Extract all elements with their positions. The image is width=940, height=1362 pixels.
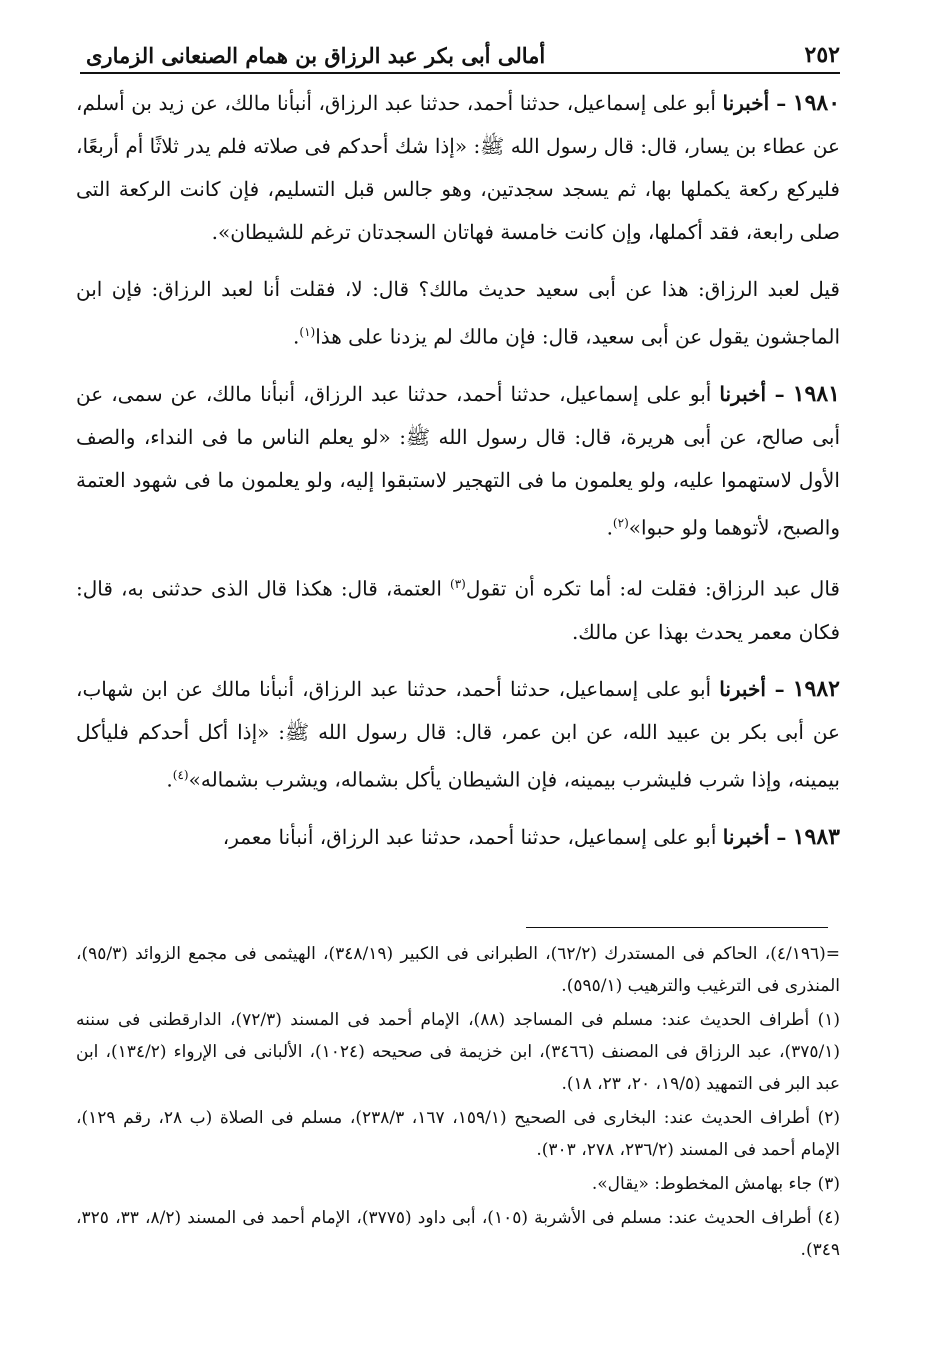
hadith-text: أبو على إسماعيل، حدثنا أحمد، حدثنا عبد الرزاق، أنبأنا مالك، عن زيد بن أسلم، عن عطاء بن يسار، قال: قال رسول الله ﷺ: «إذا شك أحدكم فى صلاته فلم يدر ثلاثًا أم أربعًا، فليركع ركعة يكملها بها، ثم يسجد سجدتين، وهو جالس قبل التسليم، فإن كانت الركعة التى صلى رابعة، فقد أكملها، وإن كانت خامسة فهاتان السجدتان ترغم للشيطان». [76,91,840,244]
note-text-b: العتمة، قال: هكذا قال الذى حدثنى به، قال: فكان معمر يحدث بهذا عن مالك. [76,576,840,644]
footnote-ref: (٢) [612,515,629,530]
hadith-1980: ١٩٨٠ – أخبرنا أبو على إسماعيل، حدثنا أحمد، حدثنا عبد الرزاق، أنبأنا مالك، عن زيد بن أسلم، عن عطاء بن يسار، قال: قال رسول الله ﷺ: «إذا شك أحدكم فى صلاته فلم يدر ثلاثًا أم أربعًا، فليركع ركعة يكملها بها، ثم يسجد سجدتين، وهو جالس قبل التسليم، فإن كانت الركعة التى صلى رابعة، فقد أكملها، وإن كانت خامسة فهاتان السجدتان ترغم للشيطان». [76,90,841,244]
footnote-ref: (١) [299,325,316,339]
footnote-4: (٤) أطراف الحديث عند: مسلم فى الأشربة (١٠٥)، أبى داود (٣٧٧٥)، الإمام أحمد فى المسند (٨/٢، ٣٣، ٣٢٥، ٣٤٩). [76,1208,841,1260]
hadith-1982: ١٩٨٢ – أخبرنا أبو على إسماعيل، حدثنا أحمد، حدثنا عبد الرزاق، أنبأنا مالك عن ابن شهاب، عن أبى بكر بن عبيد الله، عن ابن عمر، قال: قال رسول الله ﷺ: «إذا أكل أحدكم فليأكل بيمينه، وإذا شرب فليشرب بيمينه، فإن الشيطان يأكل بشماله، ويشرب بشماله»$^{(٤)}$. [76,675,840,792]
note-text-a: قال عبد الرزاق: فقلت له: أما تكره أن تقول [465,576,840,601]
footnote-ref: (٣) [450,577,466,592]
hadith-lead: أخبرنا [722,91,770,115]
footnote-divider [526,927,828,928]
hadith-lead: أخبرنا [719,381,767,406]
hadith-text: أبو على إسماعيل، حدثنا أحمد، حدثنا عبد الرزاق، أنبأنا معمر، [222,824,717,849]
hadith-text: أبو على إسماعيل، حدثنا أحمد، حدثنا عبد الرزاق، أنبأنا مالك، عن سمى، عن أبى صالح، عن أبى هريرة، قال: قال رسول الله ﷺ: «لو يعلم الناس ما فى النداء، والصف الأول لاستهموا عليه، ولو يعلمون ما فى التهجير لاستبقوا إليه، ولو يعلمون ما فى شهود العتمة والصبح، لأتوهما ولو حبوا» [76,381,840,540]
footnote-2: (٢) أطراف الحديث عند: البخارى فى الصحيح (١٥٩/١، ١٦٧، ٢٣٨/٣)، مسلم فى الصلاة (ب ٢٨، رقم ١٢٩)، الإمام أحمد فى المسند (٢٣٦/٢، ٢٧٨، ٣٠٣). [76,1108,840,1160]
footnotes [76,938,840,1268]
hadith-text: أبو على إسماعيل، حدثنا أحمد، حدثنا عبد الرزاق، أنبأنا مالك عن ابن شهاب، عن أبى بكر بن عبيد الله، عن ابن عمر، قال: قال رسول الله ﷺ: «إذا أكل أحدكم فليأكل بيمينه، وإذا شرب فليشرب بيمينه، فإن الشيطان يأكل بشماله، ويشرب بشماله» [76,676,840,792]
footnote-1: (١) أطراف الحديث عند: مسلم فى المساجد (٨٨)، الإمام أحمد فى المسند (٧٢/٣)، الدارقطنى فى سننه (٣٧٥/١)، عبد الرزاق فى المصنف (٣٤٦٦)، ابن خزيمة فى صحيحه (١٠٢٤)، الألبانى فى الإرواء (١٣٤/٢)، ابن عبد البر فى التمهيد (١٩/٥، ٢٠، ٢٣، ١٨). [76,1010,840,1094]
hadith-number: ١٩٨١ [792,380,840,407]
footnote-continued: =(٤/١٩٦)، الحاكم فى المستدرك (٦٢/٢)، الطبرانى فى الكبير (٣٤٨/١٩)، الهيثمى فى مجمع الزوائد (٩٥/٣)، المنذرى فى الترغيب والترهيب (٥٩٥/١). [76,944,841,996]
hadith-number: ١٩٨٣ [792,823,840,850]
running-title: أمالى أبى بكر عبد الرزاق بن همام الصنعانى الزمارى [86,43,546,68]
hadith-lead: أخبرنا [719,676,766,701]
note-paragraph-1: قيل لعبد الرزاق: هذا عن أبى سعيد حديث مالك؟ قال: لا، فقلت أنا لعبد الرزاق: فإن ابن الماجشون يقول عن أبى سعيد، قال: فإن مالك لم يزدنا على هذا$^{(١)}$. [76,277,840,349]
page-number: ٢٥٢ [804,42,840,68]
footnote-ref: (٤) [172,767,189,782]
hadith-1983: ١٩٨٣ – أخبرنا أبو على إسماعيل، حدثنا أحمد، حدثنا عبد الرزاق، أنبأنا معمر، [222,823,840,850]
hadith-1981: ١٩٨١ – أخبرنا أبو على إسماعيل، حدثنا أحمد، حدثنا عبد الرزاق، أنبأنا مالك، عن سمى، عن أبى صالح، عن أبى هريرة، قال: قال رسول الله ﷺ: «لو يعلم الناس ما فى النداء، والصف الأول لاستهموا عليه، ولو يعلمون ما فى التهجير لاستبقوا إليه، ولو يعلمون ما فى شهود العتمة والصبح، لأتوهما ولو حبوا»$^{(٢)}$. [76,380,840,540]
main-text [76,82,840,873]
footnote-3: (٣) جاء بهامش المخطوط: «يقال». [591,1174,840,1194]
page-header [80,34,840,74]
hadith-lead: أخبرنا [722,824,770,849]
note-paragraph-2 [76,563,840,654]
note-text: قيل لعبد الرزاق: هذا عن أبى سعيد حديث مالك؟ قال: لا، فقلت أنا لعبد الرزاق: فإن ابن الماجشون يقول عن أبى سعيد، قال: فإن مالك لم يزدنا على هذا [76,277,840,349]
hadith-number: ١٩٨٢ [792,675,840,702]
hadith-number: ١٩٨٠ [792,90,841,116]
